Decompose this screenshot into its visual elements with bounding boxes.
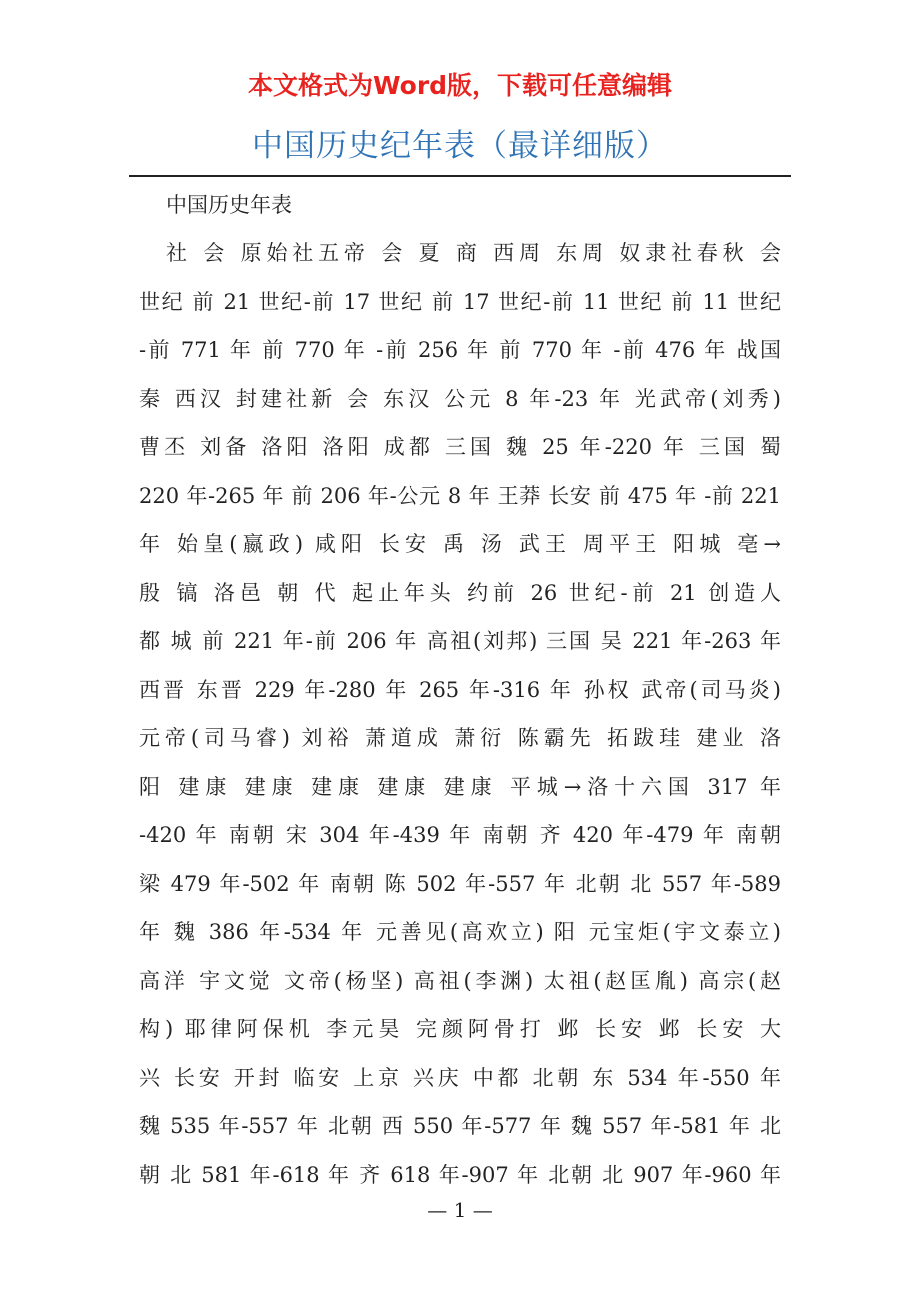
text-line: 世纪 前 21 世纪-前 17 世纪 前 17 世纪-前 11 世纪 前 11 世纪 bbox=[139, 289, 781, 314]
section-subtitle: 中国历史年表 bbox=[166, 193, 292, 217]
text-line: 都 城 前 221 年-前 206 年 高祖(刘邦) 三国 吴 221 年-263 年 bbox=[139, 629, 781, 653]
text-line: 阳 建康 建康 建康 建康 建康 平城→洛十六国 317 年 bbox=[139, 774, 781, 799]
title-divider bbox=[129, 175, 791, 177]
text-line: 220 年-265 年 前 206 年-公元 8 年 王莽 长安 前 475 年 -前 221 bbox=[139, 483, 781, 508]
text-line: 构) 耶律阿保机 李元昊 完颜阿骨打 邺 长安 邺 长安 大 bbox=[139, 1017, 781, 1041]
text-line: 年 始皇(嬴政) 咸阳 长安 禹 汤 武王 周平王 阳城 亳→ bbox=[139, 532, 781, 556]
text-line: 高洋 宇文觉 文帝(杨坚) 高祖(李渊) 太祖(赵匡胤) 高宗(赵 bbox=[139, 968, 781, 993]
text-line: 朝 北 581 年-618 年 齐 618 年-907 年 北朝 北 907 年-960 年 bbox=[139, 1162, 781, 1187]
text-line: 元帝(司马睿) 刘裕 萧道成 萧衍 陈霸先 拓跋珪 建业 洛 bbox=[139, 726, 781, 750]
document-title: 中国历史纪年表（最详细版） bbox=[252, 128, 668, 164]
text-line: -420 年 南朝 宋 304 年-439 年 南朝 齐 420 年-479 年 南朝 bbox=[139, 823, 781, 847]
text-line: 曹丕 刘备 洛阳 洛阳 成都 三国 魏 25 年-220 年 三国 蜀 bbox=[139, 435, 781, 459]
text-line: 年 魏 386 年-534 年 元善见(高欢立) 阳 元宝炬(宇文泰立) bbox=[139, 920, 781, 944]
download-banner: 本文格式为Word版，下载可任意编辑 bbox=[247, 71, 673, 100]
text-line: -前 771 年 前 770 年 -前 256 年 前 770 年 -前 476 年 战国 bbox=[139, 338, 781, 362]
text-line: 社 会 原始社五帝 会 夏 商 西周 东周 奴隶社春秋 会 bbox=[166, 241, 781, 265]
document-body bbox=[139, 229, 781, 1199]
text-line: 殷 镐 洛邑 朝 代 起止年头 约前 26 世纪-前 21 创造人 bbox=[139, 580, 781, 605]
text-line: 魏 535 年-557 年 北朝 西 550 年-577 年 魏 557 年-581 年 北 bbox=[139, 1114, 781, 1138]
text-line: 梁 479 年-502 年 南朝 陈 502 年-557 年 北朝 北 557 年-589 bbox=[139, 871, 781, 896]
page-number: — 1 — bbox=[427, 1198, 493, 1222]
text-line: 西晋 东晋 229 年-280 年 265 年-316 年 孙权 武帝(司马炎) bbox=[139, 677, 781, 702]
text-line: 兴 长安 开封 临安 上京 兴庆 中都 北朝 东 534 年-550 年 bbox=[139, 1065, 781, 1090]
text-line: 秦 西汉 封建社新 会 东汉 公元 8 年-23 年 光武帝(刘秀) bbox=[139, 386, 781, 411]
